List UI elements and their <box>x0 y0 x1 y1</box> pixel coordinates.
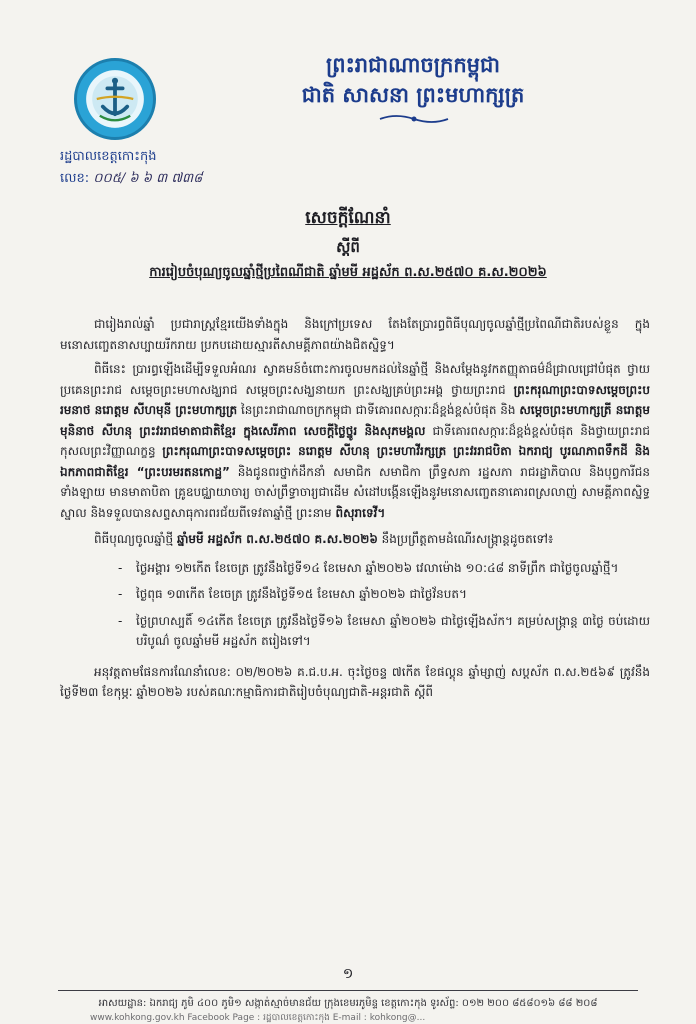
p2-queen-mother-name: សម្ដេចព្រះមហាក្សត្រី នរោត្តម មុនិនាថ សីហនុ ព្រះវររាជមាតាជាតិខ្មែរ ក្នុងសេរីភាព សេចក្ដីថ្លៃថ្នូរ និងសុភមង្គល <box>60 403 651 438</box>
document-body <box>60 314 650 703</box>
paragraph-intro: ជារៀងរាល់ឆ្នាំ ប្រជារាស្ត្រខ្មែរយើងទាំងក្នុង និងក្រៅប្រទេស តែងតែប្រារព្ធពិធីបុណ្យចូលឆ្នាំថ្មីប្រពៃណីជាតិរបស់ខ្លួន ក្នុងមនោសញ្ចេតនាសប្បាយរីករាយ ប្រកបដោយស្មារតីសាមគ្គីភាពយ៉ាងជិតស្និទ្ធ។ <box>60 317 650 352</box>
reference-handwritten-number: ០០៥ <box>93 171 121 186</box>
footer-address: អាសយដ្ឋាន: ឯករាជ្យ ភូមិ ៤០០ ភូមិ១ សង្កាត់ស្មាច់មានជ័យ ក្រុងខេមរភូមិន្ទ ខេត្តកោះកុង ទូរស័ព្ទ: ០១២ ២០០ ៨៥៨០១៦ ៨៨ ២០៨ <box>98 998 598 1009</box>
p3-year-name: ឆ្នាំមមី អដ្ឋស័ក ព.ស.២៥៧០ គ.ស.២០២៦ <box>176 532 378 546</box>
regarding-label: ស្តីពី <box>336 238 360 256</box>
national-motto: ជាតិ សាសនា ព្រះមហាក្សត្រ <box>301 83 525 107</box>
ornament-divider-icon <box>378 113 450 125</box>
p2-text-c: នៃព្រះរាជាណាចក្រកម្ពុជា ជាទីគោរពសក្ការៈដ៏ខ្ពង់ខ្ពស់បំផុត និង <box>237 403 520 417</box>
p2-king-name: ព្រះករុណាព្រះបាទសម្ដេចព្រះបរមនាថ នរោត្តម សីហមុនី ព្រះមហាក្សត្រ <box>60 382 650 417</box>
paragraph-schedule-intro <box>60 529 650 550</box>
kingdom-heading: ព្រះរាជាណាចក្រកម្ពុជា <box>325 53 500 77</box>
issuing-office: រដ្ឋបាលខេត្តកោះកុង <box>60 149 157 164</box>
document-type: សេចក្តីណែនាំ <box>305 208 391 228</box>
page-number: ១ <box>342 966 354 982</box>
p3-text-a: ពិធីបុណ្យចូលឆ្នាំថ្មី <box>94 532 177 546</box>
schedule-list <box>60 558 650 652</box>
p2-text-g: និងជូនពរថ្នាក់ដឹកនាំ សមាជិក សមាជិកា ព្រឹទ្ធសភា រដ្ឋសភា រាជរដ្ឋាភិបាល និងបុព្វការីជនទាំងឡាយ មានមាតាបិតា គ្រូឧបជ្ឈាយាចារ្យ ចាស់ព្រឹទ្ធាចារ្យជាដើម សំដៅបង្កើនឡើងនូវមនោសញ្ចេតនាគោរពស្រលាញ់ សាមគ្គីភាពស្និទ្ធស្នាល និងទទួលបានសព្ទសាធុការពរជ័យពីទេវតាឆ្នាំថ្មី ព្រះនាម <box>60 464 650 520</box>
footer-divider <box>58 990 638 991</box>
list-item: - ថ្ងៃអង្គារ ១២កើត ខែចេត្រ ត្រូវនឹងថ្ងៃទី១៤ ខែមេសា ឆ្នាំ២០២៦ វេលាម៉ោង ១០:៤៨ នាទីព្រឹក ជាថ្ងៃចូលឆ្នាំថ្មី។ <box>118 558 650 579</box>
p2-text-e: ជាទីគោរពសក្ការៈដ៏ខ្ពង់ខ្ពស់បំផុត និងថ្វាយព្រះរាជកុសលព្រះវិញ្ញាណក្ខន្ធ <box>60 423 650 458</box>
footer-web-contacts: www.kohkong.gov.kh Facebook Page : រដ្ឋបាលខេត្តកោះកុង E-mail : kohkong@... <box>90 1013 426 1023</box>
document-subject: ការរៀបចំបុណ្យចូលឆ្នាំថ្មីប្រពៃណីជាតិ ឆ្នាំមមី អដ្ឋស័ក ព.ស.២៥៧០ គ.ស.២០២៦ <box>149 265 547 280</box>
reference-suffix: / ៦ ៦ ៣ ៧៣៨ <box>120 171 203 186</box>
list-item: - ថ្ងៃព្រហស្បតិ៍ ១៤កើត ខែចេត្រ ត្រូវនឹងថ្ងៃទី១៦ ខែមេសា ឆ្នាំ២០២៦ ជាថ្ងៃឡើងស័ក។ គម្រប់សង្ក្រាន្ត ៣ថ្ងៃ ចប់ដោយបរិបូណ៌ ចូលឆ្នាំមមី អដ្ឋស័ក តរៀងទៅ។ <box>118 611 650 652</box>
list-item: - ថ្ងៃពុធ ១៣កើត ខែចេត្រ ត្រូវនឹងថ្ងៃទី១៥ ខែមេសា ឆ្នាំ២០២៦ ជាថ្ងៃវ័នបត។ <box>118 584 650 605</box>
p2-king-father-name: ព្រះករុណាព្រះបាទសម្ដេចព្រះ នរោត្តម សីហនុ ព្រះមហាវីរក្សត្រ ព្រះវររាជបិតា ឯករាជ្យ បូរណភាពទឹកដី និងឯកភាពជាតិខ្មែរ “ព្រះបរមរតនកោដ្ឋ” <box>60 444 650 479</box>
paragraph-purpose <box>60 359 650 523</box>
p3-text-c: នឹងប្រព្រឹត្តតាមដំណើរសង្ក្រាន្តដូចតទៅ៖ <box>377 532 554 546</box>
p2-new-year-angel: ពិសុរាទេវី។ <box>335 505 386 520</box>
reference-number <box>60 170 202 189</box>
reference-prefix: លេខ: <box>60 171 94 186</box>
paragraph-implementation: អនុវត្តតាមផែនការណែនាំលេខ: ០២/២០២៦ គ.ជ.ប.អ. ចុះថ្ងៃចន្ទ ៧កើត ខែផល្គុន ឆ្នាំម្សាញ់ សប្តស័ក ព.ស.២៥៦៩ ត្រូវនឹងថ្ងៃទី២៣ ខែកុម្ភៈ ឆ្នាំ២០២៦ របស់គណៈកម្មាធិការជាតិរៀបចំបុណ្យជាតិ-អន្តរជាតិ ស្តីពី <box>60 664 650 699</box>
p2-text-a: ពិធីនេះ ប្រារព្ធឡើងដើម្បីទទួលអំណរ ស្វាគមន៍ចំពោះការចូលមកដល់នៃឆ្នាំថ្មី និងសម្ដែងនូវកតញ្ញុតាធម៌ដ៏ជ្រាលជ្រៅបំផុត ថ្វាយ ប្រគេនព្រះរាជ សម្ដេចព្រះមហាសង្ឃរាជ សម្ដេចព្រះសង្ឃនាយក ព្រះសង្ឃគ្រប់ព្រះអង្គ ថ្វាយព្រះរាជ <box>60 362 650 397</box>
